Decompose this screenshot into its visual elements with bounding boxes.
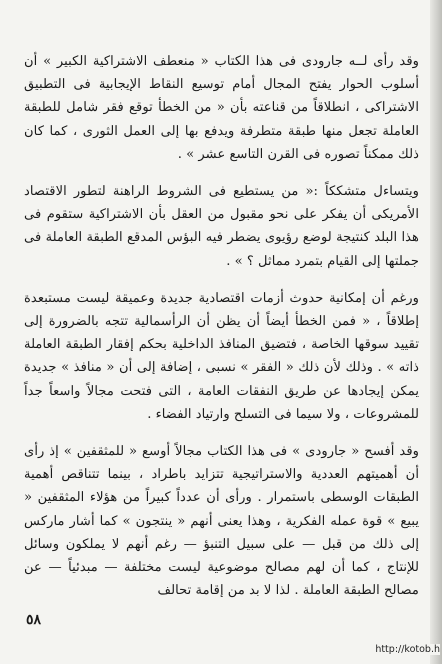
source-url[interactable]: http://kotob.h [372, 644, 440, 655]
paragraph-1: وقد رأى لــه جارودى فى هذا الكتاب « منعطف الاشتراكية الكبير » أن أسلوب الحوار يفتح المجال أمام توسيع النقاط الإيجابية فى التطبيق الاشتراكى ، انطلاقاً من قناعته بأن « من الخطأ توقع فقر شامل للطبقة العاملة تجعل منها طبقة متطرفة ويدفع بها إلى العمل الثورى ، كما كان ذلك ممكناً تصوره فى القرن التاسع عشر » . [24, 54, 419, 162]
paragraph-2: ويتساءل متشككاً :« من يستطيع فى الشروط الراهنة لتطور الاقتصاد الأمريكى أن يفكر على نحو مقبول من العقل بأن الاشتراكية ستقوم فى هذا البلد كنتيجة لوضع رؤيوى يضطر فيه البؤس المدقع الطبقة العاملة فى جملتها إلى القيام بتمرد مماثل ؟ » . [24, 184, 419, 269]
paragraph-4: وقد أفسح « جارودى » فى هذا الكتاب مجالاً أوسع « للمثقفين » إذ رأى أن أهميتهم العددية والاستراتيجية تتزايد باطراد ، بينما تتناقص أهمية الطبقات الوسطى باستمرار . ورأى أن عدداً كبيراً من هؤلاء المثقفين « يبيع » قوة عمله الفكرية ، وهذا يعنى أنهم « ينتجون » كما أشار ماركس إلى ذلك من قبل — على سبيل التنبؤ — رغم أنهم لا يملكون وسائل للإنتاج ، كما أن لهم مصالح موضوعية ليست مختلفة — مبدئياً — عن مصالح الطبقة العاملة . لذا لا بد من إقامة تحالف [24, 444, 419, 599]
paragraph-3: ورغم أن إمكانية حدوث أزمات اقتصادية جديدة وعميقة ليست مستبعدة إطلاقاً ، « فمن الخطأ أيضاً أن يظن أن الرأسمالية تتجه بالضرورة إلى تقييد سوقها الخاصة ، فتضيق المنافذ الداخلية بحكم إفقار الطبقة العاملة ذاته » . وذلك لأن ذلك « الفقر » نسبى ، إضافة إلى أن « منافذ » جديدة يمكن إيجادها عن طريق النفقات العامة ، التى فتحت مجالاً واسعاً جداً للمشروعات ، ولا سيما فى التسلح وارتياد الفضاء . [24, 290, 419, 422]
paragraph-gap [24, 166, 419, 180]
page-number: ٥٨ [26, 612, 42, 628]
body-text [24, 50, 419, 602]
page-edge-shadow [430, 0, 442, 664]
paragraph-gap [24, 426, 419, 440]
paragraph-gap [24, 273, 419, 287]
